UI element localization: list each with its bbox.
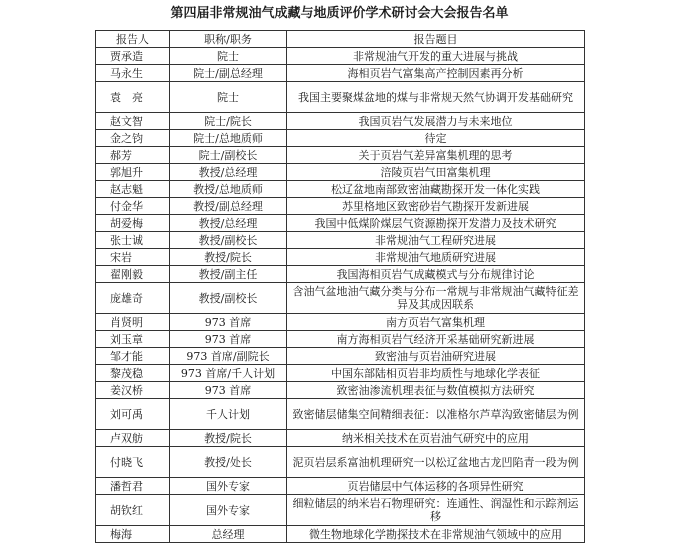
table-row bbox=[96, 399, 585, 430]
position-cell: 国外专家 bbox=[170, 495, 287, 526]
speaker-name-cell: 付晓飞 bbox=[96, 447, 170, 478]
position-cell: 教授/副主任 bbox=[170, 266, 287, 283]
table-row bbox=[96, 348, 585, 365]
table-row bbox=[96, 283, 585, 314]
position-cell: 国外专家 bbox=[170, 478, 287, 495]
topic-cell: 涪陵页岩气田富集机理 bbox=[287, 164, 585, 181]
table-row bbox=[96, 447, 585, 478]
position-cell: 院士 bbox=[170, 48, 287, 65]
table-row bbox=[96, 526, 585, 543]
table-row bbox=[96, 249, 585, 266]
table-row bbox=[96, 314, 585, 331]
table-row bbox=[96, 113, 585, 130]
topic-cell: 南方海相页岩气经济开采基础研究新进展 bbox=[287, 331, 585, 348]
table-row bbox=[96, 65, 585, 82]
table-row bbox=[96, 266, 585, 283]
speaker-name-cell: 黎茂稳 bbox=[96, 365, 170, 382]
topic-cell: 待定 bbox=[287, 130, 585, 147]
speaker-name-cell: 翟刚毅 bbox=[96, 266, 170, 283]
table-row bbox=[96, 232, 585, 249]
table-body bbox=[96, 48, 585, 543]
table-row bbox=[96, 331, 585, 348]
topic-cell: 纳米相关技术在页岩油气研究中的应用 bbox=[287, 430, 585, 447]
speaker-name-cell: 姜汉桥 bbox=[96, 382, 170, 399]
topic-cell: 我国页岩气发展潜力与未来地位 bbox=[287, 113, 585, 130]
topic-cell: 我国中低煤阶煤层气资源勘探开发潜力及技术研究 bbox=[287, 215, 585, 232]
table-row bbox=[96, 164, 585, 181]
topic-cell: 细粒储层的纳米岩石物理研究：连通性、润湿性和示踪剂运移 bbox=[287, 495, 585, 526]
position-cell: 院士/副总经理 bbox=[170, 65, 287, 82]
topic-cell: 含油气盆地油气藏分类与分布一常规与非常规油气藏特征差异及其成因联系 bbox=[287, 283, 585, 314]
topic-cell: 非常规油气地质研究进展 bbox=[287, 249, 585, 266]
speaker-name-cell: 卢双舫 bbox=[96, 430, 170, 447]
speaker-name-cell: 郭旭升 bbox=[96, 164, 170, 181]
topic-cell: 致密油与页岩油研究进展 bbox=[287, 348, 585, 365]
position-cell: 973 首席/副院长 bbox=[170, 348, 287, 365]
position-cell: 教授/处长 bbox=[170, 447, 287, 478]
position-cell: 千人计划 bbox=[170, 399, 287, 430]
position-cell: 教授/总地质师 bbox=[170, 181, 287, 198]
topic-cell: 南方页岩气富集机理 bbox=[287, 314, 585, 331]
speaker-name-cell: 肖贤明 bbox=[96, 314, 170, 331]
position-cell: 教授/院长 bbox=[170, 430, 287, 447]
topic-cell: 我国主要聚煤盆地的煤与非常规天然气协调开发基础研究 bbox=[287, 82, 585, 113]
table-row bbox=[96, 215, 585, 232]
table-row bbox=[96, 430, 585, 447]
table-row bbox=[96, 382, 585, 399]
header-position: 职称/职务 bbox=[170, 31, 287, 48]
table-row bbox=[96, 365, 585, 382]
speaker-name-cell: 赵文智 bbox=[96, 113, 170, 130]
table-row bbox=[96, 181, 585, 198]
topic-cell: 致密油渗流机理表征与数值模拟方法研究 bbox=[287, 382, 585, 399]
speaker-name-cell: 郝芳 bbox=[96, 147, 170, 164]
topic-cell: 非常规油气工程研究进展 bbox=[287, 232, 585, 249]
position-cell: 973 首席 bbox=[170, 331, 287, 348]
speaker-name-cell: 马永生 bbox=[96, 65, 170, 82]
topic-cell: 非常规油气开发的重大进展与挑战 bbox=[287, 48, 585, 65]
header-speaker: 报告人 bbox=[96, 31, 170, 48]
position-cell: 973 首席 bbox=[170, 382, 287, 399]
speaker-name-cell: 刘可禹 bbox=[96, 399, 170, 430]
table-row bbox=[96, 495, 585, 526]
topic-cell: 页岩储层中气体运移的各项异性研究 bbox=[287, 478, 585, 495]
table-row bbox=[96, 82, 585, 113]
header-topic: 报告题目 bbox=[287, 31, 585, 48]
position-cell: 院士 bbox=[170, 82, 287, 113]
topic-cell: 海相页岩气富集高产控制因素再分析 bbox=[287, 65, 585, 82]
speaker-name-cell: 邹才能 bbox=[96, 348, 170, 365]
table-row bbox=[96, 48, 585, 65]
topic-cell: 泥页岩层系富油机理研究一以松辽盆地古龙凹陷青一段为例 bbox=[287, 447, 585, 478]
speaker-name-cell: 胡钦红 bbox=[96, 495, 170, 526]
speaker-name-cell: 贾承造 bbox=[96, 48, 170, 65]
position-cell: 973 首席/千人计划 bbox=[170, 365, 287, 382]
speaker-name-cell: 梅海 bbox=[96, 526, 170, 543]
speaker-name-cell: 庞雄奇 bbox=[96, 283, 170, 314]
speaker-name-cell: 付金华 bbox=[96, 198, 170, 215]
speaker-name-cell: 宋岩 bbox=[96, 249, 170, 266]
topic-cell: 关于页岩气差异富集机理的思考 bbox=[287, 147, 585, 164]
speaker-name-cell: 金之钧 bbox=[96, 130, 170, 147]
position-cell: 教授/副校长 bbox=[170, 232, 287, 249]
table-header-row bbox=[96, 31, 585, 48]
speaker-name-cell: 袁 亮 bbox=[96, 82, 170, 113]
speaker-name-cell: 潘哲君 bbox=[96, 478, 170, 495]
position-cell: 教授/院长 bbox=[170, 249, 287, 266]
position-cell: 院士/副校长 bbox=[170, 147, 287, 164]
topic-cell: 苏里格地区致密砂岩气勘探开发新进展 bbox=[287, 198, 585, 215]
speaker-name-cell: 张士诚 bbox=[96, 232, 170, 249]
position-cell: 院士/院长 bbox=[170, 113, 287, 130]
speaker-name-cell: 刘玉章 bbox=[96, 331, 170, 348]
table-row bbox=[96, 130, 585, 147]
topic-cell: 松辽盆地南部致密油藏勘探开发一体化实践 bbox=[287, 181, 585, 198]
speaker-table bbox=[95, 30, 585, 543]
position-cell: 院士/总地质师 bbox=[170, 130, 287, 147]
table-row bbox=[96, 198, 585, 215]
position-cell: 教授/副校长 bbox=[170, 283, 287, 314]
topic-cell: 我国海相页岩气成藏模式与分布规律讨论 bbox=[287, 266, 585, 283]
topic-cell: 致密储层储集空间精细表征：以准格尔芦草沟致密储层为例 bbox=[287, 399, 585, 430]
speaker-name-cell: 赵志魁 bbox=[96, 181, 170, 198]
table-row bbox=[96, 147, 585, 164]
position-cell: 教授/总经理 bbox=[170, 164, 287, 181]
position-cell: 教授/副总经理 bbox=[170, 198, 287, 215]
speaker-name-cell: 胡爱梅 bbox=[96, 215, 170, 232]
document-title: 第四届非常规油气成藏与地质评价学术研讨会大会报告名单 bbox=[170, 6, 509, 21]
table-row bbox=[96, 478, 585, 495]
topic-cell: 中国东部陆相页岩非均质性与地球化学表征 bbox=[287, 365, 585, 382]
position-cell: 总经理 bbox=[170, 526, 287, 543]
position-cell: 教授/总经理 bbox=[170, 215, 287, 232]
position-cell: 973 首席 bbox=[170, 314, 287, 331]
topic-cell: 微生物地球化学勘探技术在非常规油气领域中的应用 bbox=[287, 526, 585, 543]
